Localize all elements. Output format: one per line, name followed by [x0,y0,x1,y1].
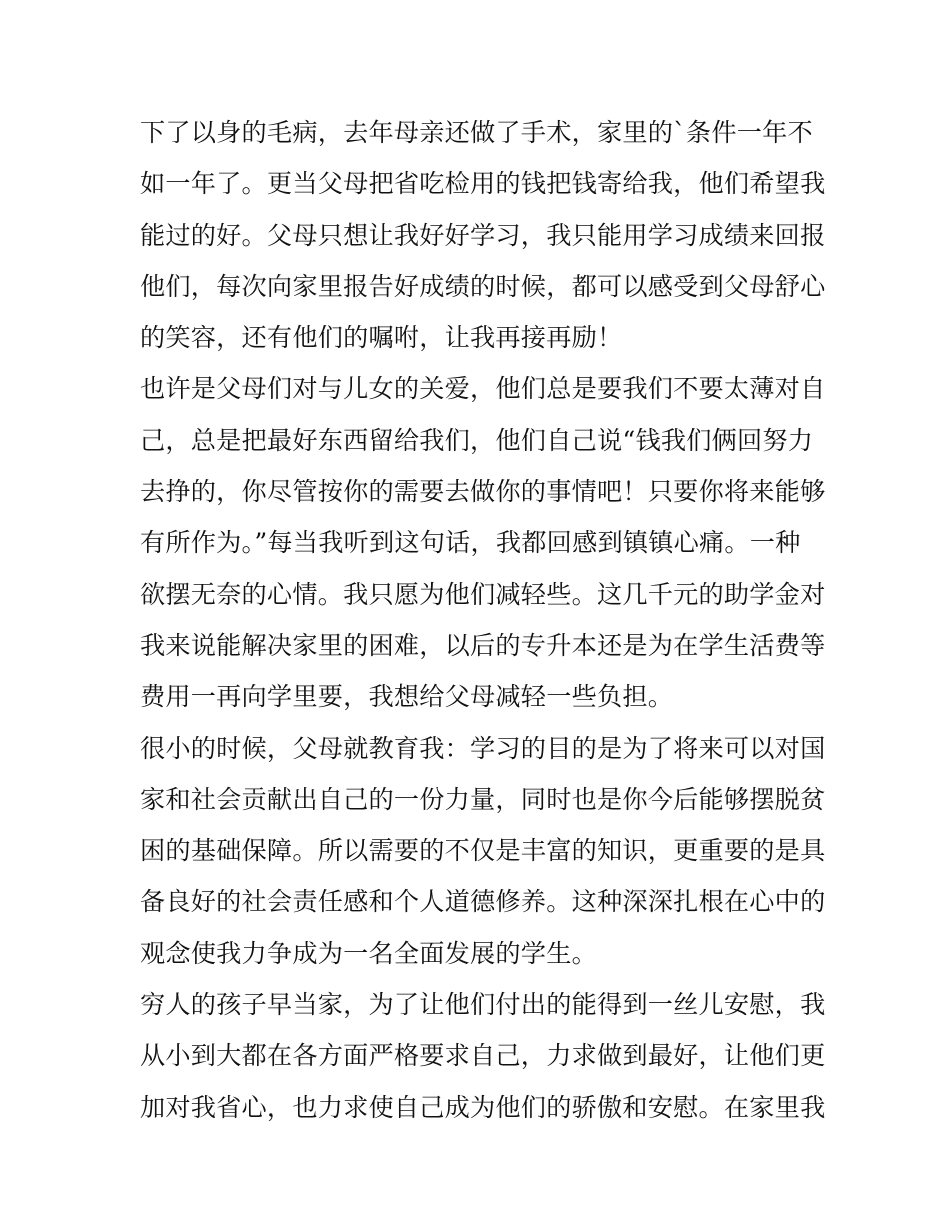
text-line-1: 下了以身的毛病，去年母亲还做了手术，家里的`条件一年不 [140,118,813,147]
text-line-3: 能过的好。父母只想让我好好学习，我只能用学习成绩来回报 [140,220,826,250]
text-line-18: 穷人的孩子早当家，为了让他们付出的能得到一丝儿安慰，我 [140,990,826,1020]
text-line-13: 很小的时候，父母就教育我：学习的目的是为了将来可以对国 [140,733,826,763]
text-line-4: 他们，每次向家里报告好成绩的时候，都可以感受到父母舒心 [140,271,826,301]
text-line-14: 家和社会贡献出自己的一份力量，同时也是你今后能够摆脱贫 [140,784,826,814]
text-line-20: 加对我省心，也力求使自己成为他们的骄傲和安慰。在家里我 [140,1092,826,1122]
document-body [140,107,826,1133]
text-line-17: 观念使我力争成为一名全面发展的学生。 [140,938,597,968]
text-line-10: 欲摆无奈的心情。我只愿为他们减轻些。这几千元的助学金对 [140,579,826,609]
text-line-2: 如一年了。更当父母把省吃检用的钱把钱寄给我，他们希望我 [140,169,826,199]
text-line-15: 困的基础保障。所以需要的不仅是丰富的知识，更重要的是具 [140,836,826,866]
text-line-6: 也许是父母们对与儿女的关爱，他们总是要我们不要太薄对自 [140,374,826,404]
text-line-19: 从小到大都在各方面严格要求自己，力求做到最好，让他们更 [140,1041,826,1071]
text-line-11: 我来说能解决家里的困难，以后的专升本还是为在学生活费等 [140,630,826,660]
text-line-16: 备良好的社会责任感和个人道德修养。这种深深扎根在心中的 [140,887,826,917]
text-line-12: 费用一再向学里要，我想给父母减轻一些负担。 [140,682,674,712]
text-line-7: 己，总是把最好东西留给我们，他们自己说“钱我们俩回努力 [140,425,814,455]
text-line-8: 去挣的，你尽管按你的需要去做你的事情吧！只要你将来能够 [140,477,826,507]
text-line-9: 有所作为。”每当我听到这句话，我都回感到镇镇心痛。一种 [140,528,801,558]
text-line-5: 的笑容，还有他们的嘱咐，让我再接再励！ [140,323,623,353]
